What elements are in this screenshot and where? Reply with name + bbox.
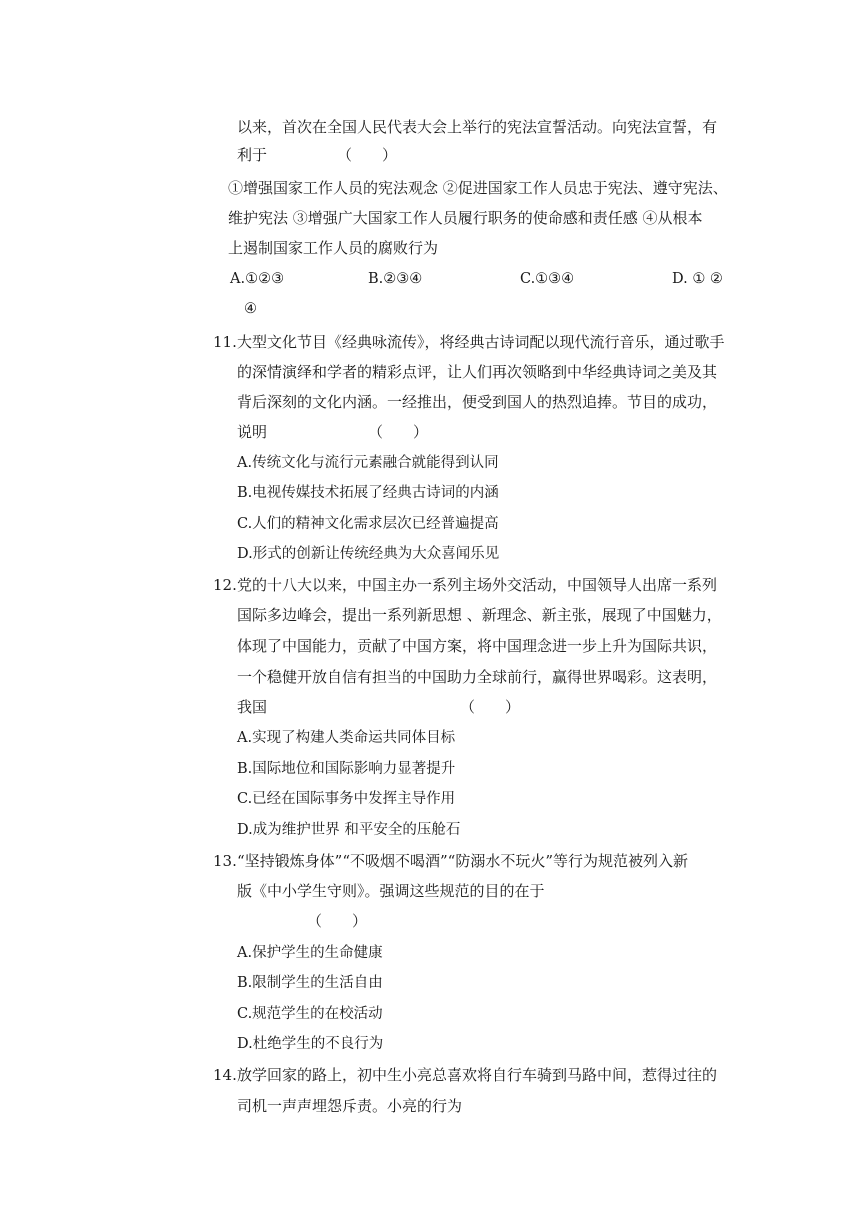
option-d: D.杜绝学生的不良行为 [237,1036,384,1052]
option-c: C.人们的精神文化需求层次已经普遍提高 [237,516,499,532]
question-stem-line: 体现了中国能力，贡献了中国方案，将中国理念进一步上升为国际共识， [237,637,718,655]
question-stem-line: 以来，首次在全国人民代表大会上举行的宪法宣誓活动。向宪法宣誓，有 [237,118,718,136]
question-stem-line: 我国 [237,698,268,716]
question-stem-line: 党的十八大以来，中国主办一系列主场外交活动，中国领导人出席一系列 [237,576,718,594]
option-a: A.保护学生的生命健康 [237,945,383,961]
statement-line: ①增强国家工作人员的宪法观念 ②促进国家工作人员忠于宪法、遵守宪法、 [228,179,728,197]
option-c: C.规范学生的在校活动 [237,1006,383,1022]
answer-bracket: （ ） [337,146,398,164]
option-b: B.限制学生的生活自由 [237,975,383,991]
question-stem-line: 大型文化节目《经典咏流传》，将经典古诗词配以现代流行音乐，通过歌手 [237,333,725,351]
question-number: 11. [213,333,237,351]
question-stem-line: 放学回家的路上，初中生小亮总喜欢将自行车骑到马路中间，惹得过往的 [237,1066,718,1084]
option-d: D.形式的创新让传统经典为大众喜闻乐见 [237,546,500,562]
answer-bracket: （ ） [307,912,368,930]
option-c: C.已经在国际事务中发挥主导作用 [237,791,456,807]
question-stem-line: 司机一声声埋怨斥责。小亮的行为 [237,1097,463,1115]
answer-bracket: （ ） [368,423,429,441]
question-number: 12. [213,576,237,594]
option-c: C.①③④ [520,271,575,287]
option-b: B.电视传媒技术拓展了经典古诗词的内涵 [237,485,499,501]
question-stem-line: 背后深刻的文化内涵。一经推出，便受到国人的热烈追捧。节目的成功， [237,393,718,411]
option-b: B.②③④ [368,271,423,287]
question-number: 14. [213,1066,237,1084]
question-number: 13. [213,852,237,870]
question-stem-line: “坚持锻炼身体”“不吸烟不喝酒”“防溺水不玩火”等行为规范被列入新 [237,852,689,870]
option-a: A.实现了构建人类命运共同体目标 [237,730,456,746]
option-d-continued: ④ [244,301,257,317]
option-b: B.国际地位和国际影响力显著提升 [237,761,456,777]
question-stem-line: 国际多边峰会，提出一系列新思想 、新理念、新主张，展现了中国魅力， [237,606,722,624]
option-a: A.传统文化与流行元素融合就能得到认同 [237,455,499,471]
question-stem-line: 版《中小学生守则》。强调这些规范的目的在于 [237,882,545,900]
statement-line: 上遏制国家工作人员的腐败行为 [228,239,439,257]
question-stem-line: 一个稳健开放自信有担当的中国助力全球前行，赢得世界喝彩。这表明， [237,668,718,686]
question-stem-line: 说明 [237,423,268,441]
option-a: A.①②③ [230,271,285,287]
answer-bracket: （ ） [460,698,521,716]
option-d: D.成为维护世界 和平安全的压舱石 [237,822,461,838]
question-stem-line: 利于 [237,146,268,164]
statement-line: 维护宪法 ③增强广大国家工作人员履行职务的使命感和责任感 ④从根本 [228,209,703,227]
question-stem-line: 的深情演绎和学者的精彩点评，让人们再次领略到中华经典诗词之美及其 [237,363,718,381]
option-d: D. ① ② [672,271,723,287]
